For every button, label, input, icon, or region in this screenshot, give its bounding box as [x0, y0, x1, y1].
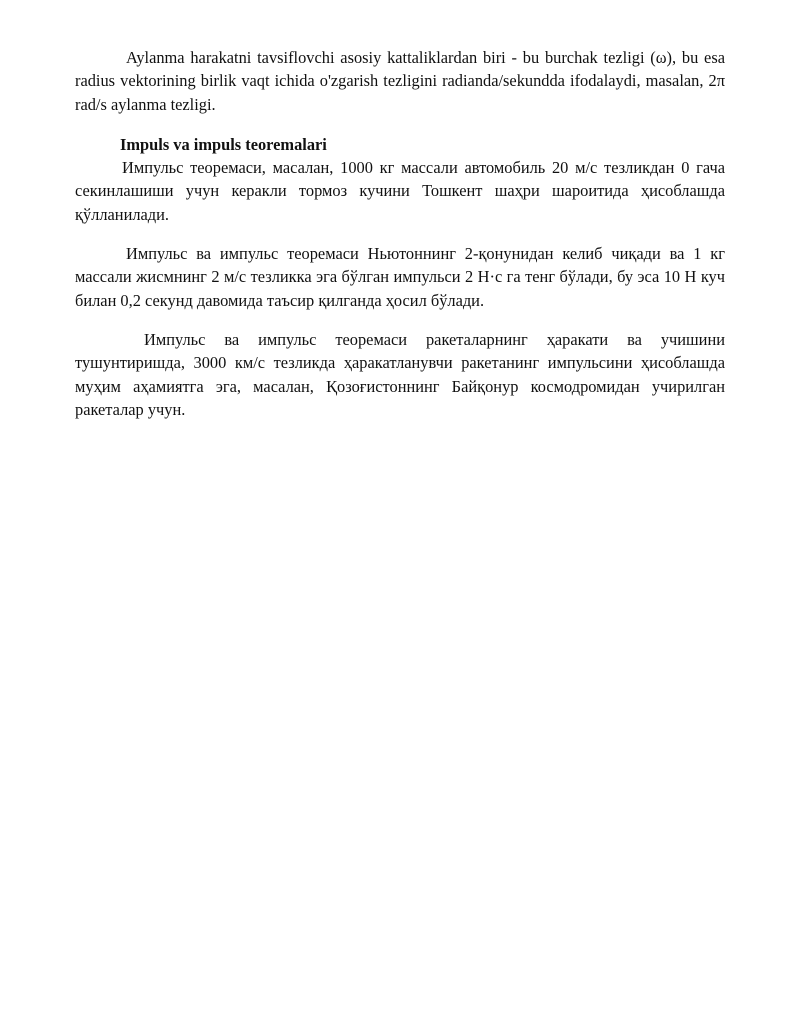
- paragraph-impulse-newton: Импульс ва импульс теоремаси Ньютоннинг 2-қонунидан келиб чиқади ва 1 кг массали жисмнинг 2 м/с тезликка эга бўлган импульси 2 Н·с га тенг бўлади, бу эса 10 Н куч билан 0,2 секунд давомида таъсир қилганда ҳосил бўлади.: [75, 244, 725, 310]
- section-heading: Impuls va impuls teoremalari: [120, 134, 327, 154]
- paragraph-impulse-rockets: Импульс ва импульс теоремаси ракеталарнинг ҳаракати ва учишини тушунтиришда, 3000 км/с тезликда ҳаракатланувчи ракетанинг импульсини ҳисоблашда муҳим аҳамиятга эга, масалан, Қозоғистоннинг Байқонур космодромидан учирилган ракеталар учун.: [75, 329, 725, 419]
- paragraph-impulse-car: Импульс теоремаси, масалан, 1000 кг массали автомобиль 20 м/с тезликдан 0 гача секинлашиши учун керакли тормоз кучини Тошкент шаҳри шароитида ҳисоблашда қўлланилади.: [75, 158, 725, 224]
- paragraph-angular-velocity: Aylanma harakatni tavsiflovchi asosiy kattaliklardan biri - bu burchak tezligi (ω), bu esa radius vektorining birlik vaqt ichida o'zgarish tezligini radianda/sekundda ifodalaydi, masalan, 2π rad/s aylanma tezligi.: [75, 48, 725, 114]
- document-body: [75, 46, 725, 421]
